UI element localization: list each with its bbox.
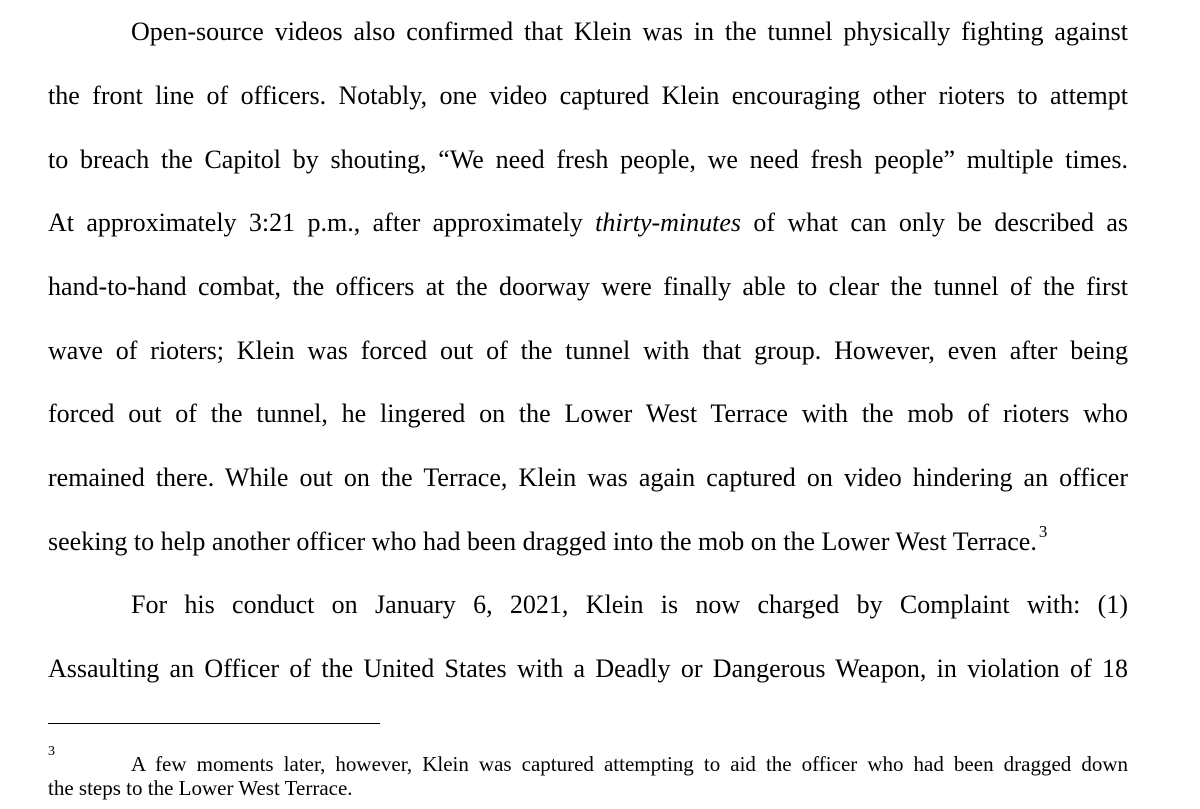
footnote-marker: 3 xyxy=(48,744,55,759)
footnote-line-2: the steps to the Lower West Terrace. xyxy=(48,776,353,800)
paragraph-line-9 xyxy=(48,522,1128,557)
footnote-reference: 3 xyxy=(1038,522,1048,541)
paragraph-line-8: remained there. While out on the Terrace, Klein was again captured on video hindering an officer xyxy=(48,463,1128,492)
line-4-after: of what can only be described as xyxy=(741,208,1128,237)
paragraph-line-2: the front line of officers. Notably, one video captured Klein encouraging other rioters to attempt xyxy=(48,81,1128,110)
paragraph-line-11: Assaulting an Officer of the United States with a Deadly or Dangerous Weapon, in violation of 18 xyxy=(48,654,1128,683)
footnote-line-1: A few moments later, however, Klein was captured attempting to aid the officer who had been dragged down xyxy=(131,752,1128,776)
paragraph-line-7: forced out of the tunnel, he lingered on the Lower West Terrace with the mob of rioters who xyxy=(48,399,1128,428)
line-4-before: At approximately 3:21 p.m., after approximately xyxy=(48,208,596,237)
emphasized-phrase: thirty-minutes xyxy=(595,208,742,237)
paragraph-line-6: wave of rioters; Klein was forced out of the tunnel with that group. However, even after being xyxy=(48,336,1128,365)
paragraph-line-1: Open-source videos also confirmed that Klein was in the tunnel physically fighting against xyxy=(131,17,1128,46)
paragraph-line-10: For his conduct on January 6, 2021, Klein is now charged by Complaint with: (1) xyxy=(131,590,1128,619)
paragraph-line-4 xyxy=(48,208,1128,238)
line-9-text: seeking to help another officer who had been dragged into the mob on the Lower West Terrace. xyxy=(48,527,1037,556)
footnote-divider xyxy=(48,723,380,724)
paragraph-line-3: to breach the Capitol by shouting, “We need fresh people, we need fresh people” multiple times. xyxy=(48,145,1128,174)
paragraph-line-5: hand-to-hand combat, the officers at the doorway were finally able to clear the tunnel of the first xyxy=(48,272,1128,301)
